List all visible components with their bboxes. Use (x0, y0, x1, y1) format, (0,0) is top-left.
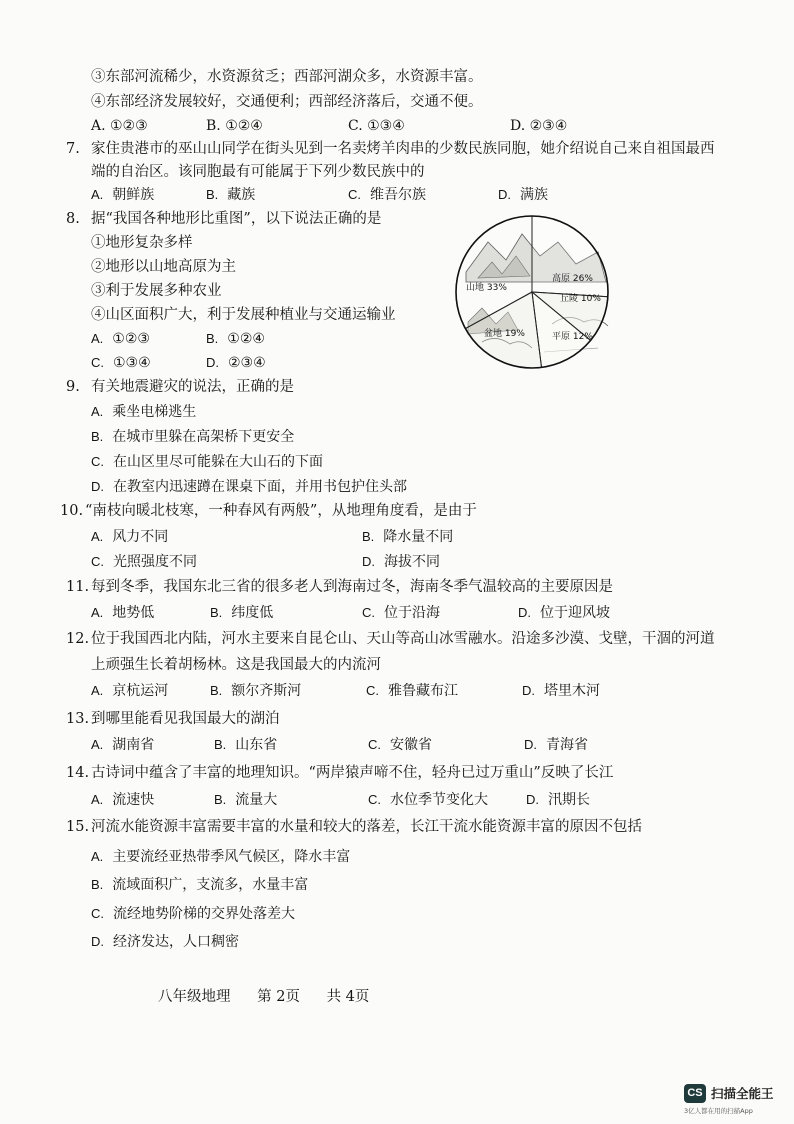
q7-line-1: 家住贵港市的巫山山同学在街头见到一名卖烤羊肉串的少数民族同胞，她介绍说自己来自祖国最西 (91, 141, 715, 157)
pie-label-basin: 盆地 19% (484, 329, 525, 339)
q7-option-d[interactable]: D. 满族 (498, 187, 548, 203)
q8-option-b[interactable]: B. ①②④ (206, 331, 265, 347)
q12-option-a[interactable]: A. 京杭运河 (91, 683, 169, 699)
q10-option-a[interactable]: A. 风力不同 (91, 529, 169, 545)
q8-statement-1: ①地形复杂多样 (91, 235, 193, 251)
q14-option-c[interactable]: C. 水位季节变化大 (368, 792, 488, 808)
q9-option-d[interactable]: D. 在教室内迅速蹲在课桌下面，并用书包护住头部 (91, 479, 407, 495)
q8-option-d[interactable]: D. ②③④ (206, 355, 266, 371)
q8-stem: 据“我国各种地形比重图”，以下说法正确的是 (91, 211, 382, 227)
page-footer (158, 985, 391, 1006)
q8-number: 8. (66, 211, 80, 227)
q8-statement-2: ②地形以山地高原为主 (91, 259, 236, 275)
q11-number: 11. (66, 579, 90, 595)
camscanner-logo-icon: CS (684, 1084, 706, 1103)
q8-statement-3: ③利于发展多种农业 (91, 283, 222, 299)
q11-option-a[interactable]: A. 地势低 (91, 605, 155, 621)
q10-option-d[interactable]: D. 海拔不同 (362, 554, 440, 570)
q6-statement-3: ③东部河流稀少，水资源贫乏；西部河湖众多，水资源丰富。 (91, 69, 483, 85)
q12-option-d[interactable]: D. 塔里木河 (522, 683, 600, 699)
q8-option-c[interactable]: C. ①③④ (91, 355, 151, 371)
q14-option-b[interactable]: B. 流量大 (214, 792, 278, 808)
q6-option-b[interactable]: B. ①②④ (206, 118, 263, 134)
q11-option-d[interactable]: D. 位于迎风坡 (518, 605, 610, 621)
terrain-proportion-pie-chart (448, 212, 616, 372)
q10-number: 10. (60, 503, 84, 519)
footer-total: 共 4页 (326, 989, 370, 1005)
q11-option-b[interactable]: B. 纬度低 (210, 605, 274, 621)
q12-line-1: 位于我国西北内陆，河水主要来自昆仑山、天山等高山冰雪融水。沿途多沙漠、戈壁，干涸的河道 (91, 631, 715, 647)
q6-option-c[interactable]: C. ①③④ (348, 118, 405, 134)
q13-option-b[interactable]: B. 山东省 (214, 737, 278, 753)
q14-stem: 古诗词中蕴含了丰富的地理知识。“两岸猿声啼不住，轻舟已过万重山”反映了长江 (91, 765, 614, 781)
q6-option-a[interactable]: A. ①②③ (91, 118, 148, 134)
q15-option-d[interactable]: D. 经济发达，人口稠密 (91, 934, 239, 950)
q11-option-c[interactable]: C. 位于沿海 (362, 605, 440, 621)
watermark-tagline: 3亿人都在用的扫描App (684, 1107, 753, 1115)
q14-option-a[interactable]: A. 流速快 (91, 792, 155, 808)
q13-option-c[interactable]: C. 安徽省 (368, 737, 432, 753)
q8-statement-4: ④山区面积广大，利于发展种植业与交通运输业 (91, 307, 396, 323)
pie-label-mountain: 山地 33% (466, 283, 507, 293)
q15-number: 15. (66, 819, 90, 835)
q6-statement-4: ④东部经济发展较好，交通便利；西部经济落后，交通不便。 (91, 94, 483, 110)
q12-option-c[interactable]: C. 雅鲁藏布江 (366, 683, 458, 699)
q13-option-a[interactable]: A. 湖南省 (91, 737, 155, 753)
q15-stem: 河流水能资源丰富需要丰富的水量和较大的落差，长江干流水能资源丰富的原因不包括 (91, 819, 642, 835)
q11-stem: 每到冬季，我国东北三省的很多老人到海南过冬，海南冬季气温较高的主要原因是 (91, 579, 613, 595)
q14-option-d[interactable]: D. 汛期长 (526, 792, 590, 808)
q10-stem: “南枝向暖北枝寒，一种春风有两般”，从地理角度看，是由于 (85, 503, 477, 519)
q15-option-b[interactable]: B. 流域面积广，支流多，水量丰富 (91, 877, 309, 893)
q7-option-a[interactable]: A. 朝鲜族 (91, 187, 155, 203)
q9-option-c[interactable]: C. 在山区里尽可能躲在大山石的下面 (91, 454, 323, 470)
q12-line-2: 上顽强生长着胡杨林。这是我国最大的内流河 (91, 657, 381, 673)
q13-stem: 到哪里能看见我国最大的湖泊 (91, 711, 280, 727)
q9-stem: 有关地震避灾的说法，正确的是 (91, 379, 294, 395)
pie-label-plateau: 高原 26% (552, 274, 593, 284)
q10-option-b[interactable]: B. 降水量不同 (362, 529, 454, 545)
q13-number: 13. (66, 711, 90, 727)
q7-line-2: 端的自治区。该同胞最有可能属于下列少数民族中的 (91, 164, 425, 180)
q9-option-b[interactable]: B. 在城市里躲在高架桥下更安全 (91, 429, 295, 445)
q7-option-c[interactable]: C. 维吾尔族 (348, 187, 426, 203)
q10-option-c[interactable]: C. 光照强度不同 (91, 554, 197, 570)
q13-option-d[interactable]: D. 青海省 (524, 737, 588, 753)
q12-number: 12. (66, 631, 90, 647)
pie-label-plain: 平原 12% (552, 332, 593, 342)
footer-page: 第 2页 (257, 989, 300, 1005)
pie-label-hills: 丘陵 10% (560, 294, 601, 304)
q12-option-b[interactable]: B. 额尔齐斯河 (210, 683, 302, 699)
q6-option-d[interactable]: D. ②③④ (510, 118, 568, 134)
scanner-watermark (684, 1082, 794, 1122)
q8-option-a[interactable]: A. ①②③ (91, 331, 150, 347)
watermark-app-name: 扫描全能王 (711, 1086, 774, 1101)
q7-number: 7. (66, 141, 80, 157)
pie-slice-plateau (532, 216, 608, 297)
q14-number: 14. (66, 765, 90, 781)
q7-option-b[interactable]: B. 藏族 (206, 187, 256, 203)
q15-option-a[interactable]: A. 主要流经亚热带季风气候区，降水丰富 (91, 849, 351, 865)
footer-subject: 八年级地理 (158, 989, 231, 1005)
q15-option-c[interactable]: C. 流经地势阶梯的交界处落差大 (91, 906, 295, 922)
q9-option-a[interactable]: A. 乘坐电梯逃生 (91, 404, 197, 420)
q9-number: 9. (66, 379, 80, 395)
